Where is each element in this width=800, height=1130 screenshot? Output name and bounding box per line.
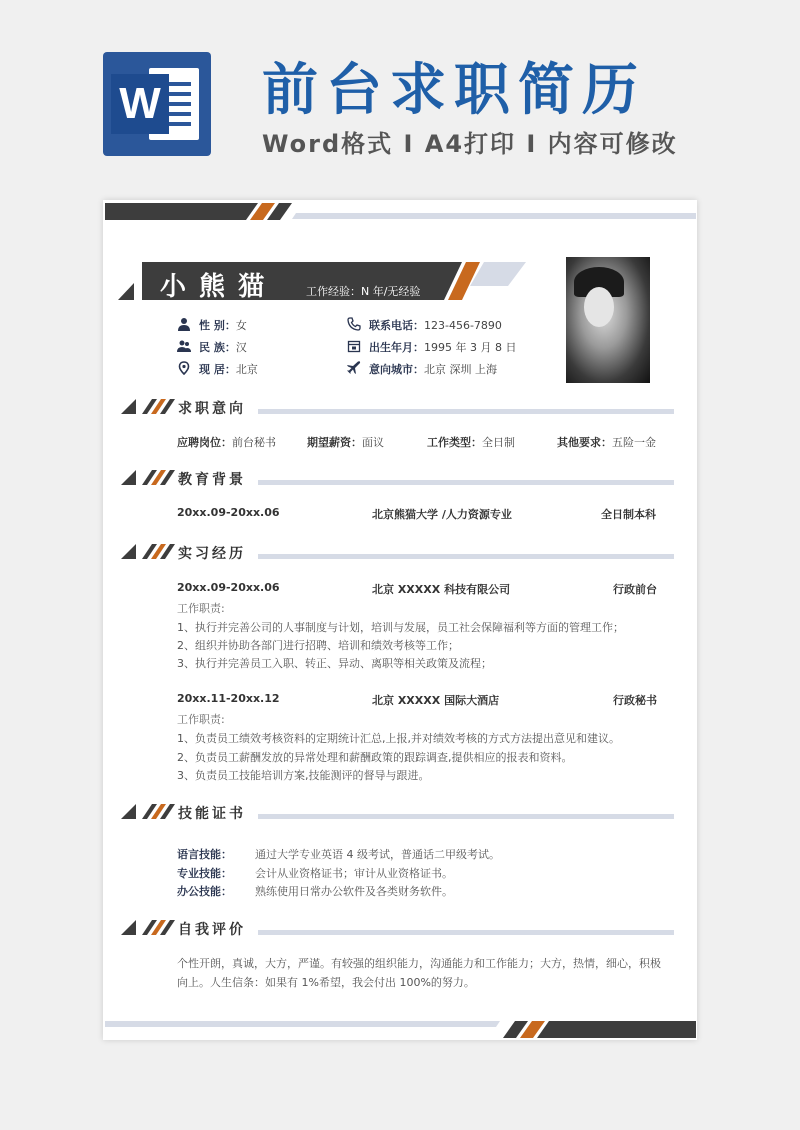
skill2-value: 会计从业资格证书；审计从业资格证书。 [255,867,453,880]
airplane-icon [347,361,361,375]
section-title-evaluation: 自我评价 [178,922,246,938]
evaluation-line-1: 个性开朗，真诚，大方，严谨。有较强的组织能力，沟通能力和工作能力；大方，热情，细心，积极 [177,957,661,970]
job2-duty-1: 1、负责员工绩效考核资料的定期统计汇总,上报,并对绩效考核的方式方法提出意见和建议。 [177,732,620,745]
location-pin-icon [177,361,191,375]
job1-company: 北京 XXXXX 科技有限公司 [372,583,511,596]
city-value: 北京 深圳 上海 [424,363,497,376]
gender-row [199,317,247,333]
job2-role: 行政秘书 [613,694,657,707]
job1-duty-2: 2、组织并协助各部门进行招聘、培训和绩效考核等工作； [177,639,459,652]
job2-duty-3: 3、负责员工技能培训方案,技能测评的督导与跟进。 [177,769,430,782]
job1-role: 行政前台 [613,583,657,596]
phone-row [369,317,502,333]
people-icon [177,339,191,353]
section-title-intent: 求职意向 [178,401,246,417]
phone-icon [347,317,361,331]
intent-position: 应聘岗位：前台秘书 [177,436,276,449]
job2-duty-2: 2、负责员工薪酬发放的异常处理和薪酬政策的跟踪调查,提供相应的报表和资料。 [177,751,573,764]
section-title-education: 教育背景 [178,472,246,488]
candidate-name: 小 熊 猫 [160,272,267,302]
intent-type: 工作类型：全日制 [427,436,515,449]
job2-duty-label: 工作职责: [177,713,225,726]
job1-duty-1: 1、执行并完善公司的人事制度与计划，培训与发展，员工社会保障福利等方面的管理工作； [177,621,624,634]
residence-row [199,361,258,377]
job1-period: 20xx.09-20xx.06 [177,581,280,594]
education-degree: 全日制本科 [601,508,656,521]
education-school: 北京熊猫大学 /人力资源专业 [372,508,512,521]
skill3-value: 熟练使用日常办公软件及各类财务软件。 [255,885,453,898]
birth-label: 出生年月： [369,341,424,354]
section-title-skills: 技能证书 [178,806,246,822]
phone-label: 联系电话： [369,319,424,332]
section-title-internship: 实习经历 [178,546,246,562]
ethnicity-row [199,339,247,355]
ethnicity-value: 汉 [235,341,247,354]
profile-photo [566,257,650,383]
job1-duty-3: 3、执行并完善员工入职、转正、异动、离职等相关政策及流程； [177,657,492,670]
residence-value: 北京 [235,363,258,376]
city-row [369,361,497,377]
education-period: 20xx.09-20xx.06 [177,506,280,519]
birth-row [369,339,516,355]
skill2-label: 专业技能： [177,867,232,880]
residence-label: 现 居： [199,363,236,376]
gender-label: 性 别： [199,319,236,332]
banner-subtitle: Word格式 I A4打印 I 内容可修改 [262,130,678,158]
intent-other: 其他要求：五险一金 [557,436,656,449]
city-label: 意向城市： [369,363,424,376]
skill1-value: 通过大学专业英语 4 级考试，普通话二甲级考试。 [255,848,500,861]
skill1-label: 语言技能： [177,848,232,861]
birth-value: 1995 年 3 月 8 日 [424,341,517,354]
job2-company: 北京 XXXXX 国际大酒店 [372,694,500,707]
work-experience: 工作经验：N 年/无经验 [306,285,421,298]
banner-title: 前台求职简历 [262,58,646,123]
intent-salary: 期望薪资：面议 [307,436,384,449]
job1-duty-label: 工作职责: [177,602,225,615]
job2-period: 20xx.11-20xx.12 [177,692,280,705]
ethnicity-label: 民 族： [199,341,236,354]
calendar-icon [347,339,361,353]
person-icon [177,317,191,331]
evaluation-line-2: 向上。人生信条：如果有 1%希望，我会付出 100%的努力。 [177,976,475,989]
phone-value: 123-456-7890 [424,319,502,332]
gender-value: 女 [235,319,247,332]
skill3-label: 办公技能： [177,885,232,898]
word-w-badge: W [111,74,169,134]
